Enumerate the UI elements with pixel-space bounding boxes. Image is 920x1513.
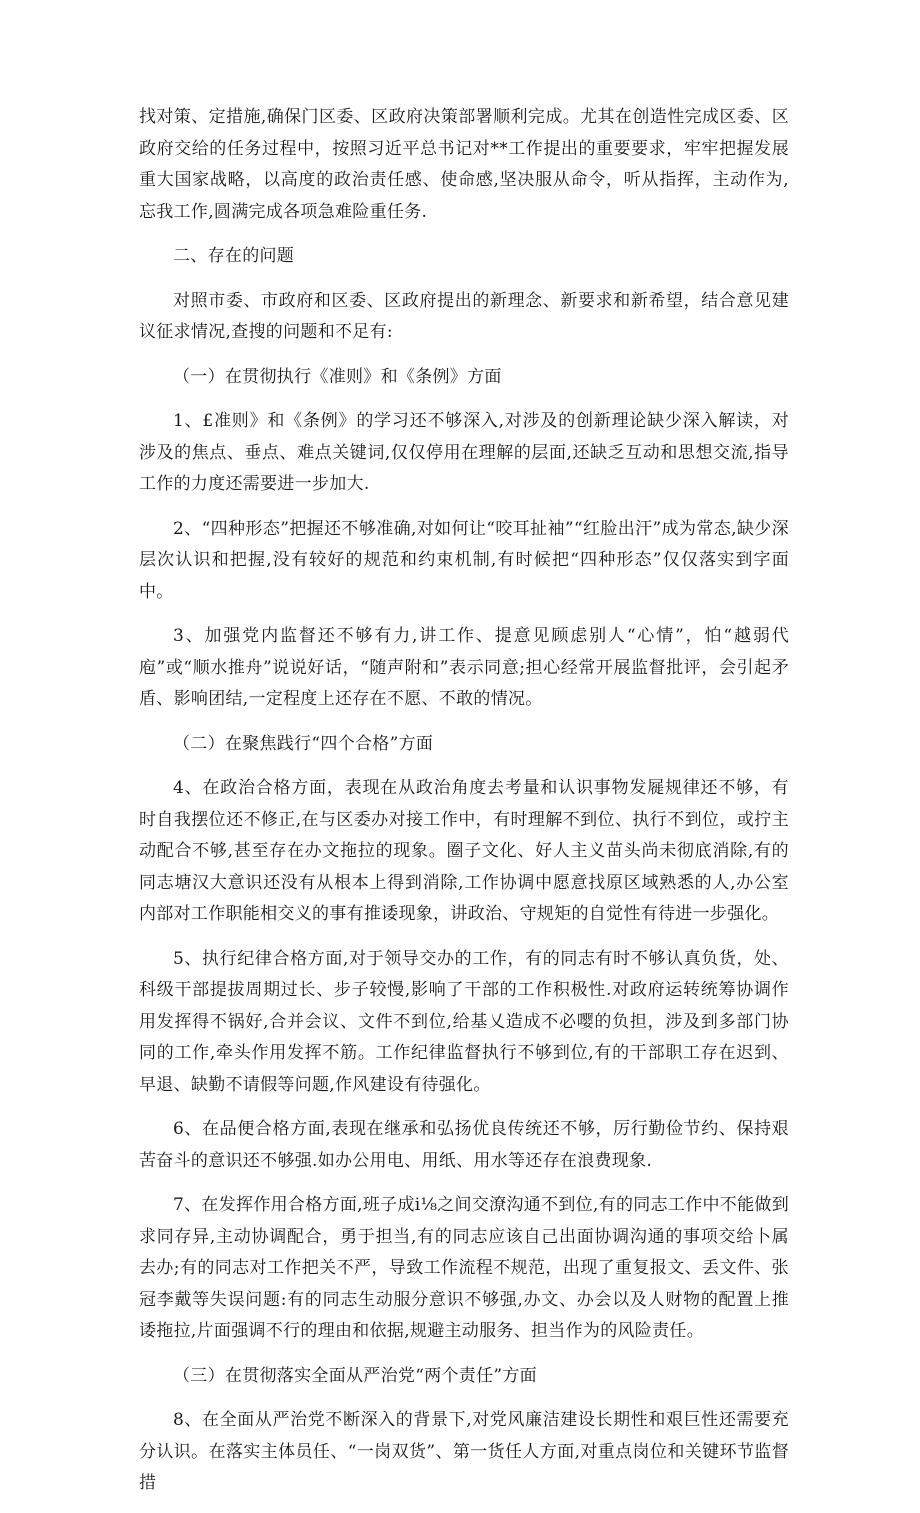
paragraph-item-4: 4、在政治合格方面，表现在从政治角度去考量和认识事物发屣规律还不够，有时自我摆位还不修正,在与区委办对接工作中，有时理解不到位、执行不到位，或拧主动配合不够,甚至存在办文拖拉的现象。圈子文化、好人主义苗头尚未彻底消除,有的同志塘汉大意识还没有从根本上得到消除,工作协调中愿意找原区域熟悉的人,办公室内部对工作职能相交义的事有推诿现象，讲政治、守规矩的自觉性有待进一步强化。 <box>139 778 789 924</box>
subheading-3: （三）在贯彻落实全面从严治党“两个责任”方面 <box>173 1365 537 1386</box>
paragraph-overview: 对照市委、市政府和区委、区政府提出的新理念、新要求和新希望，结合意见建议征求情况,查搜的问题和不足有: <box>139 290 789 342</box>
subheading-1: （一）在贯彻执行《准则》和《条例》方面 <box>173 366 502 387</box>
paragraph-item-7: 7、在发挥作用合格方面,班子成i⅛之间交潦沟通不到位,有的同志工作中不能做到求同存异,主动协调配合，勇于担当,有的同志应该自己出面协调沟通的事项交给卜属去办;有的同志对工作把关不严，导致工作流程不规范，出现了重复报文、丢文件、张冠李戴等失误问题:有的同志生动服分意识不够强,办文、办会以及人财物的配置上推诿拖拉,片面强调不行的理由和依据,规避主动服务、担当作为的风险责任。 <box>139 1195 789 1341</box>
subheading-2: （二）在聚焦践行“四个合格”方面 <box>173 733 434 754</box>
paragraph-item-3: 3、加强党内监督还不够有力,讲工作、提意见顾虑别人“心情”，怕“越弱代庖”或“顺水推舟”说说好话，“随声附和”表示同意;担心经常开展监督批评，会引起矛盾、影响团结,一定程度上还存在不愿、不敢的情况。 <box>139 626 789 709</box>
paragraph-item-2: 2、“四种形态”把握还不够准确,对如何让“咬耳扯袖”“红脸出汗”成为常态,缺少深层次认识和把握,没有较好的规范和约束机制,有时候把“四种形态”仅仅落实到字面中。 <box>139 518 789 602</box>
paragraph-intro: 找对策、定措施,确保门区委、区政府决策部署顺利完成。尤其在创造性完成区委、区政府交给的任务过程中，按照习近平总书记对**工作提出的重要要求，牢牢把握发展重大国家战略，以高度的政治责任感、使命感,坚决服从命令，听从指挥，主动作为,忘我工作,圆满完成各项急难险重任务. <box>139 107 789 222</box>
paragraph-item-6: 6、在品便合格方面,表现在继承和弘扬优良传统还不够，厉行勤俭节约、保持艰苦奋斗的意识还不够强.如办公用电、用纸、用水等还存在浪费现象. <box>139 1119 789 1171</box>
paragraph-item-8: 8、在全面从严治党不断深入的背景下,对党风廉洁建设长期性和艰巨性还需要充分认识。在落实主体员任、“一岗双货”、第一货任人方面,对重点岗位和关键环节监督措 <box>139 1410 789 1493</box>
paragraph-item-5: 5、执行纪律合格方面,对于领导交办的工作，有的同志有时不够认真负货，处、科级干部提拔周期过长、步子较慢,影响了干部的工作积极性.对政府运转统筹协调作用发挥得不锅好,合并会议、文件不到位,给基乂造成不必嘤的负担，涉及到多部门协同的工作,牵头作用发挥不筋。工作纪律监督执行不够到位,有的干部职工存在迟到、早退、缺勤不请假等问题,作风建设有待强化。 <box>139 948 789 1095</box>
paragraph-item-1: 1、£准则》和《条例》的学习还不够深入,对涉及的创新理论缺少深入解读，对涉及的焦点、垂点、难点关键词,仅仅停用在理解的层面,还缺乏互动和思想交流,指导工作的力度还需要进一步加大. <box>139 411 789 494</box>
section-heading-problems: 二、存在的问题 <box>173 246 295 266</box>
